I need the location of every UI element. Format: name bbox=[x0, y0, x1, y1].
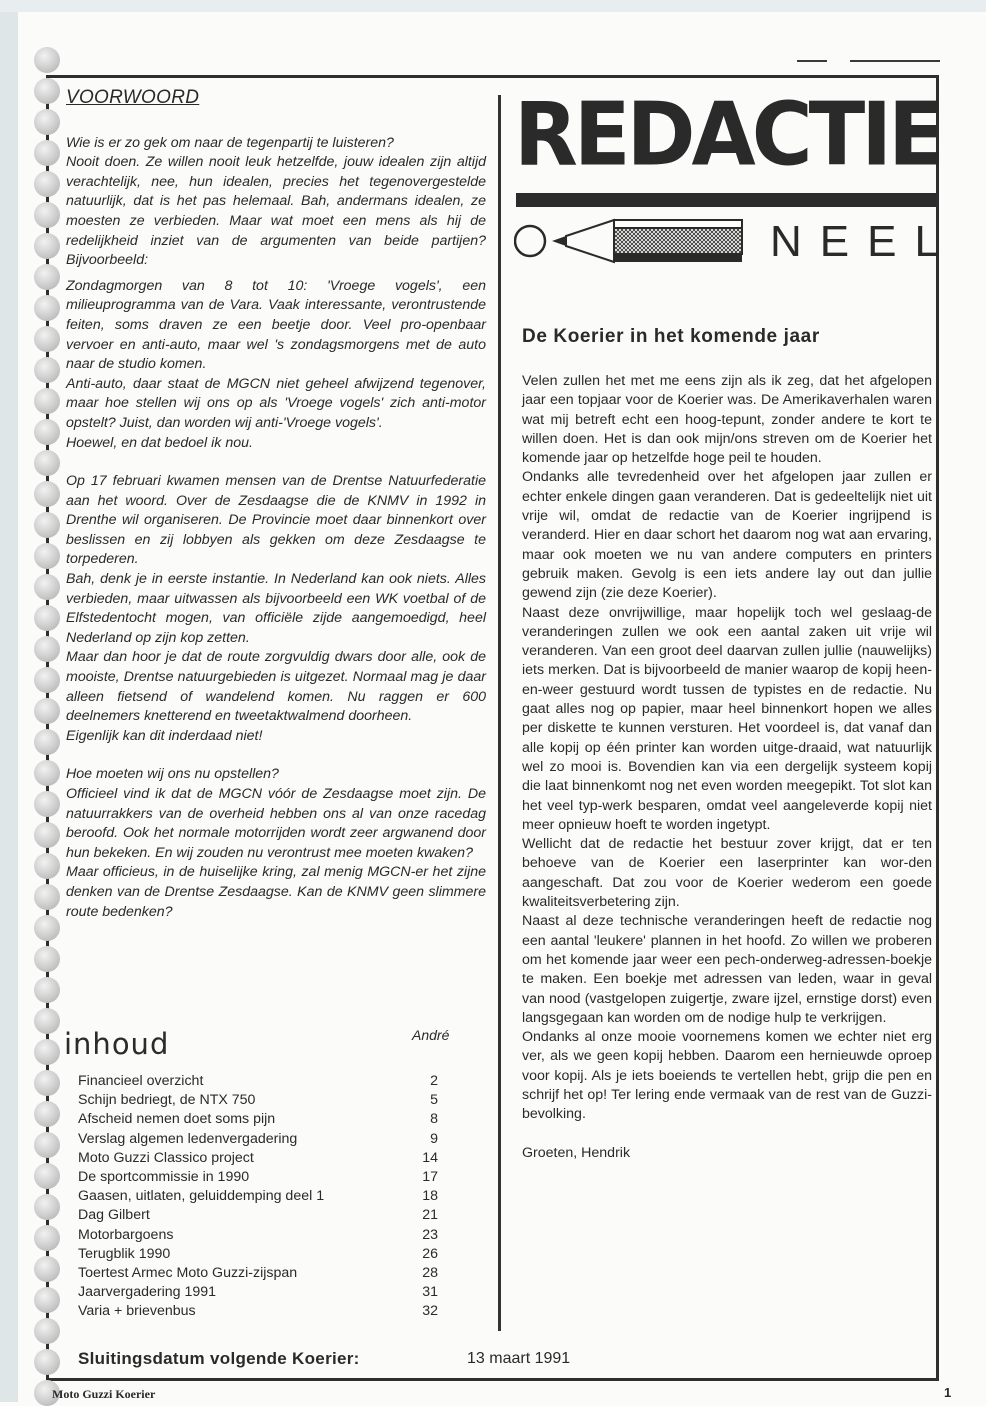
binder-ring-hole bbox=[34, 512, 60, 538]
voorwoord-paragraph: Maar officieus, in de huiselijke kring, zal menig MGCN-er het zijne denken van de Drentse Zesdaagse. Kan de KNMV geen slimmere route bedenken? bbox=[66, 864, 486, 920]
binder-ring-hole bbox=[34, 78, 60, 104]
binder-ring-hole bbox=[34, 853, 60, 879]
toc-item-title: Varia + brievenbus bbox=[78, 1303, 196, 1320]
voorwoord-paragraph: Officieel vind ik dat de MGCN vóór de Zesdaagse moet zijn. De natuurrakkers van de overheid hebben ons al van onze racedag beroofd. Ook het normale motorrijden wordt zeer argwanend door hun bekeken. En wij zouden nu verontrust mee moeten kwaken? bbox=[66, 786, 486, 861]
publication-name: Moto Guzzi Koerier bbox=[52, 1387, 156, 1401]
binder-ring-hole bbox=[34, 574, 60, 600]
binder-ring-hole bbox=[34, 47, 60, 73]
toc-item bbox=[78, 1149, 438, 1168]
binder-ring-hole bbox=[34, 202, 60, 228]
toc-item-page: 26 bbox=[422, 1245, 438, 1262]
toc-item bbox=[78, 1110, 438, 1129]
binder-ring-hole bbox=[34, 109, 60, 135]
binder-ring-hole bbox=[34, 295, 60, 321]
voorwoord-paragraph: Zondagmorgen van 8 tot 10: 'Vroege vogels', een milieuprogramma van de Vara. Vaak interessante, verontrustende feiten, soms draven ze een beetje door. Veel pro-openbaar vervoer en anti-auto, maar wel 's zondagsmorgens met de auto naar de studio komen. bbox=[66, 277, 486, 373]
toc-item bbox=[78, 1226, 438, 1245]
binder-ring-hole bbox=[34, 946, 60, 972]
voorwoord-title: VOORWOORD bbox=[66, 87, 200, 108]
toc-item-page: 31 bbox=[422, 1284, 438, 1301]
voorwoord-paragraph: Hoe moeten wij ons nu opstellen? bbox=[66, 766, 279, 783]
voorwoord-paragraph: Anti-auto, daar staat de MGCN niet geheel afwijzend tegenover, maar hoe stellen wij ons op als 'Vroege vogels' zich anti-motor opstelt? Juist, dan worden wij anti-'Vroege vogels'. bbox=[66, 375, 486, 431]
article-paragraph: Naast al deze technische veranderingen heeft de redactie nog een aantal 'leukere' plannen in het hoofd. Zo willen we proberen om het komende jaar weer een pech-onderweg-adressen-boekje te maken. Een boekje met adressen van leden, waar in geval van nood (vastgelopen zuigertje, zware ijzel, ernstige dorst) even langsgegaan kan worden om de nodige hulp te verkrijgen. bbox=[522, 913, 932, 1026]
toc-item bbox=[78, 1130, 438, 1149]
toc-item bbox=[78, 1206, 438, 1225]
toc-item-page: 21 bbox=[422, 1207, 438, 1224]
binder-ring-hole bbox=[34, 1225, 60, 1251]
toc-item bbox=[78, 1187, 438, 1206]
table-of-contents bbox=[78, 1072, 438, 1322]
toc-item-title: Afscheid nemen doet soms pijn bbox=[78, 1111, 276, 1128]
voorwoord-column bbox=[66, 86, 486, 922]
binder-ring-hole bbox=[34, 1132, 60, 1158]
binder-ring-hole bbox=[34, 1008, 60, 1034]
binder-ring-hole bbox=[34, 1101, 60, 1127]
toc-item-title: Motorbargoens bbox=[78, 1226, 174, 1243]
toc-item bbox=[78, 1302, 438, 1321]
binder-ring-hole bbox=[34, 326, 60, 352]
binder-ring-hole bbox=[34, 264, 60, 290]
toc-item-page: 28 bbox=[422, 1265, 438, 1282]
toc-item-title: Schijn bedriegt, de NTX 750 bbox=[78, 1092, 256, 1109]
logo-bar bbox=[516, 193, 936, 207]
voorwoord-paragraph: Eigenlijk kan dit inderdaad niet! bbox=[66, 727, 263, 744]
toc-item-page: 18 bbox=[422, 1188, 438, 1205]
scan-mark bbox=[850, 60, 940, 62]
toc-item-page: 14 bbox=[422, 1149, 438, 1166]
toc-item bbox=[78, 1264, 438, 1283]
binder-ring-hole bbox=[34, 233, 60, 259]
binder-ring-hole bbox=[34, 760, 60, 786]
toc-item-page: 8 bbox=[430, 1111, 438, 1128]
inhoud-title: inhoud bbox=[64, 1027, 170, 1061]
binder-ring-hole bbox=[34, 419, 60, 445]
binder-ring-hole bbox=[34, 1349, 60, 1375]
article-paragraph: Velen zullen het met me eens zijn als ik zeg, dat het afgelopen jaar een topjaar voor de Koerier was. De Amerikaverhalen waren wat mij betreft echt een hoog-tepunt, zonder andere te kort te willen doen. Het is dan ook mijn/ons streven om de Koerier het komende jaar op hetzelfde hoge peil te houden. bbox=[522, 373, 932, 467]
deadline-date: 13 maart 1991 bbox=[467, 1350, 571, 1367]
voorwoord-paragraph: Wie is er zo gek om naar de tegenpartij te luisteren? bbox=[66, 134, 394, 151]
toc-item-page: 2 bbox=[430, 1073, 438, 1089]
binder-ring-hole bbox=[34, 357, 60, 383]
article-paragraph: Wellicht dat de redactie het bestuur zover krijgt, dat er ten behoeve van de Koerier een laserprinter kan wor-den aangeschaft. Dat zou voor de Koerier wederom een goede kwaliteitsverbetering zijn. bbox=[522, 836, 932, 911]
binder-ring-hole bbox=[34, 1194, 60, 1220]
toc-item bbox=[78, 1245, 438, 1264]
binder-ring-hole bbox=[34, 1256, 60, 1282]
toc-item-title: Terugblik 1990 bbox=[78, 1245, 171, 1262]
binder-ring-hole bbox=[34, 481, 60, 507]
voorwoord-paragraph: Op 17 februari kwamen mensen van de Drentse Natuurfederatie aan het woord. Over de Zesdaagse die de KNMV in 1992 in Drenthe wil organiseren. De Provincie moet daar binnenkort over beslissen en zij lobbyen als gekken om deze Zesdaagse te torpederen. bbox=[66, 473, 486, 568]
binder-ring-hole bbox=[34, 822, 60, 848]
toc-item bbox=[78, 1283, 438, 1302]
toc-item bbox=[78, 1091, 438, 1110]
scan-mark bbox=[797, 60, 827, 62]
binder-ring-hole bbox=[34, 605, 60, 631]
binder-ring-hole bbox=[34, 636, 60, 662]
article-paragraph: Naast deze onvrijwillige, maar hopelijk toch wel geslaag-de veranderingen zullen we ook een aantal zaken uit vrije wil veranderen. Van een groot deel daarvan zullen jullie (nauwelijks) iets merken. Dat is bijvoorbeeld de manier waarop de kopij heen-en-weer gestuurd wordt tussen de typistes en de redactie. Nu gaat alles nog op papier, maar heel binnenkort hopen we alles per diskette te kunnen versturen. Het voordeel is, dat vanaf dan alle kopij op één printer kan worden uitge-draaid, wat natuurlijk wel zo mooi is. Bovendien kan via een dergelijk systeem kopij die laat binnenkomt nog net even worden meegepikt. Tot slot kan het veel typ-werk besparen, omdat veel aangeleverde kopij niet meer opnieuw hoeft te worden ingetypt. bbox=[522, 604, 932, 833]
toc-item-title: Moto Guzzi Classico project bbox=[78, 1149, 254, 1166]
toc-item-title: Verslag algemen ledenvergadering bbox=[78, 1130, 298, 1147]
toc-item-title: De sportcommissie in 1990 bbox=[78, 1169, 250, 1186]
binder-ring-hole bbox=[34, 140, 60, 166]
toc-item-page: 23 bbox=[422, 1226, 438, 1243]
toc-item-title: Dag Gilbert bbox=[78, 1207, 150, 1224]
logo-neel: NEEL bbox=[770, 217, 957, 266]
binder-ring-hole bbox=[34, 171, 60, 197]
toc-item-title: Toertest Armec Moto Guzzi-zijspan bbox=[78, 1265, 298, 1282]
scan-top-edge bbox=[0, 0, 986, 12]
toc-item-page: 17 bbox=[422, 1169, 438, 1186]
binder-ring-hole bbox=[34, 791, 60, 817]
binder-ring-hole bbox=[34, 450, 60, 476]
voorwoord-paragraph: Maar dan hoor je dat de route zorgvuldig dwars door alle, ook de mooiste, Drentse natuurgebieden is uitgezet. Normaal mag je daar alleen fietsend of wandelend komen. Nu raggen er 600 deelnemers knetterend en tweetaktwalmend doorheen. bbox=[66, 649, 486, 725]
toc-item-title: Jaarvergadering 1991 bbox=[78, 1284, 217, 1301]
voorwoord-paragraph: Hoewel, en dat bedoel ik nou. bbox=[66, 434, 253, 451]
article-paragraph: Ondanks al onze mooie voornemens komen we echter niet erg ver, als we geen kopij hebben. Daarom een hernieuwde oproep voor kopij. Als je iets boeiends te vertellen hebt, grijp die pen en schrijf het op! Ter lering ende vermaak van de rest van de Guzzi-bevolking. bbox=[522, 1029, 932, 1123]
binder-ring-hole bbox=[34, 1163, 60, 1189]
binder-ring-hole bbox=[34, 543, 60, 569]
column-divider bbox=[498, 95, 501, 1331]
page-number: 1 bbox=[944, 1385, 952, 1400]
deadline-label: Sluitingsdatum volgende Koerier: bbox=[78, 1349, 360, 1368]
pencil-icon bbox=[514, 218, 754, 264]
article-paragraph: Ondanks alle tevredenheid over het afgelopen jaar zullen er echter enkele dingen gaan veranderen. Dat is gedeeltelijk niet uit vrije wil, omdat de redactie van de Koerier ingrijpend is veranderd. Hier en daar schort het daarom nog wat aan ervaring, maar ook moeten we nu van andere computers en printers gebruik maken. Gevolg is een iets andere lay out dan jullie gewend zijn (zie deze Koerier). bbox=[522, 469, 932, 602]
binder-ring-hole bbox=[34, 1318, 60, 1344]
toc-item-page: 9 bbox=[430, 1130, 438, 1147]
toc-item-title: Gaasen, uitlaten, geluiddemping deel 1 bbox=[78, 1188, 325, 1205]
binder-ring-hole bbox=[34, 698, 60, 724]
redactie-logo-title: REDACTIE bbox=[514, 83, 941, 186]
toc-item-page: 32 bbox=[422, 1303, 438, 1320]
voorwoord-paragraph: Nooit doen. Ze willen nooit leuk hetzelfde, jouw idealen zijn altijd verachtelijk, nee, hun idealen, precies het tegenovergestelde natuurlijk, dat is het pas helemaal. Bah, andermans idealen, ze moesten ze verbieden. Maar wat moet een mens als hij de redelijkheid inziet van de argumenten van beide partijen? Bijvoorbeeld: bbox=[66, 154, 486, 269]
toc-item-page: 5 bbox=[430, 1092, 438, 1109]
toc-item bbox=[78, 1072, 438, 1091]
voorwoord-paragraph: Bah, denk je in eerste instantie. In Nederland kan ook niets. Alles verbieden, maar uitwassen als bijvoorbeeld een WK voetbal of de Elfstedentocht mogen, van officiële zijde aangemoedigd, heel Nederland op zijn kop zetten. bbox=[66, 571, 486, 646]
binder-ring-hole bbox=[34, 1287, 60, 1313]
article-title: De Koerier in het komende jaar bbox=[522, 326, 820, 347]
toc-item-title: Financieel overzicht bbox=[78, 1073, 204, 1089]
article-closing: Groeten, Hendrik bbox=[522, 1144, 631, 1161]
binder-ring-hole bbox=[34, 915, 60, 941]
binder-ring-hole bbox=[34, 1039, 60, 1065]
binder-ring-hole bbox=[34, 667, 60, 693]
binder-ring-hole bbox=[34, 388, 60, 414]
binder-ring-hole bbox=[34, 1070, 60, 1096]
toc-item bbox=[78, 1168, 438, 1187]
voorwoord-signature: André bbox=[412, 1027, 450, 1043]
binder-ring-hole bbox=[34, 977, 60, 1003]
scan-edge bbox=[0, 0, 18, 1402]
binder-ring-hole bbox=[34, 884, 60, 910]
binder-ring-hole bbox=[34, 729, 60, 755]
redactie-column bbox=[522, 372, 932, 1163]
